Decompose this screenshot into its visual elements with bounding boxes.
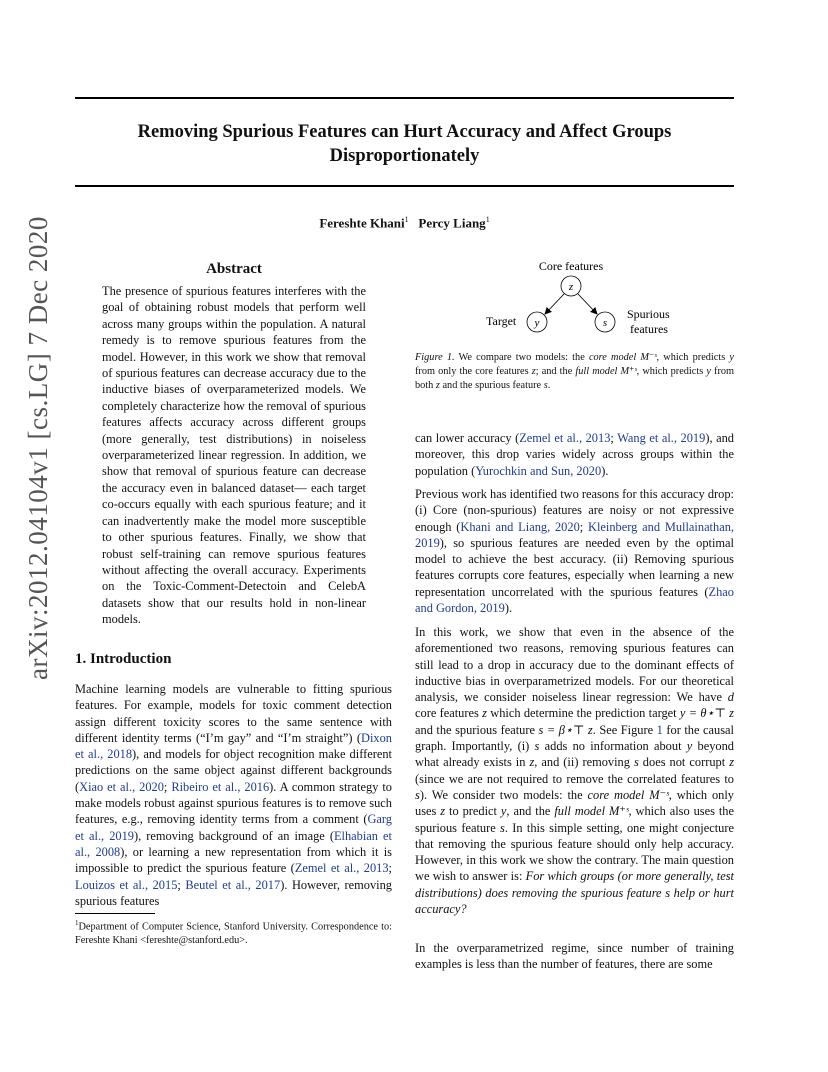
citation-link[interactable]: Xiao et al., 2020 — [79, 779, 164, 794]
citation-link[interactable]: Dixon et al., 2018 — [75, 730, 392, 762]
paper-title: Removing Spurious Features can Hurt Accuracy and Affect Groups Disproportionately — [137, 122, 672, 166]
footnote — [75, 916, 392, 948]
citation-link[interactable]: Beutel et al., 2017 — [185, 877, 281, 892]
section-heading-introduction: 1. Introduction — [75, 651, 172, 667]
citation-link[interactable]: Louizos et al., 2015 — [75, 877, 178, 892]
title-top-rule — [75, 97, 734, 99]
node-s-symbol: s — [602, 317, 608, 329]
node-label-core-features: Core features — [538, 259, 604, 273]
intro-paragraph-3: Previous work has identified two reasons for this accuracy drop: (i) Core (non-spurious) features are noisy or not expressive enough (Khani and Liang, 2020; Kleinberg and Mullainathan, 2019), so spurious features are needed even by the optimal model to achieve the best accuracy. (ii) Removing spurious features corrupts core features, especially when learning a new representation uncorrelated with the spurious features (Zhao and Gordon, 2019). — [415, 487, 734, 616]
author-line — [75, 215, 734, 231]
footnote-text: Department of Computer Science, Stanford University. Correspondence to: Fereshte Khani <fereshte@stanford.edu>. — [75, 921, 392, 947]
citation-link[interactable]: Garg et al., 2019 — [75, 812, 392, 843]
citation-link[interactable]: Zhao and Gordon, 2019 — [415, 584, 734, 616]
author-name: Fereshte Khani — [319, 215, 405, 231]
title-bottom-rule — [75, 185, 734, 187]
intro-paragraph-5: In the overparametrized regime, since number of training examples is less than the number of features, there are some — [415, 941, 734, 972]
node-label-target: Target — [486, 314, 517, 328]
arxiv-watermark: arXiv:2012.04104v1 [cs.LG] 7 Dec 2020 — [23, 216, 53, 680]
citation-link[interactable]: Elhabian et al., 2008 — [75, 828, 392, 859]
node-y-symbol: y — [534, 317, 540, 329]
citation-link[interactable]: Kleinberg and Mullainathan, 2019 — [415, 519, 734, 550]
node-z-symbol: z — [568, 281, 574, 293]
author-name: Percy Liang — [418, 215, 486, 231]
figure-reference-link[interactable]: 1 — [656, 722, 663, 737]
node-label-features: features — [630, 322, 668, 336]
author-affiliation-mark: 1 — [404, 215, 409, 224]
intro-paragraph-1: Machine learning models are vulnerable to fitting spurious features. For example, models for toxic comment detection assign different toxicity scores to the same sentence with different identity terms (“I’m gay” and “I’m straight”) (Dixon et al., 2018), and models for object recognition make different predictions on the same object against different backgrounds (Xiao et al., 2020; Ribeiro et al., 2016). A common strategy to make models robust against spurious features is to remove such features, e.g., removing identity terms from a comment (Garg et al., 2019), removing background of an image (Elhabian et al., 2008), or learning a new representation from which it is impossible to predict the spurious feature (Zemel et al., 2013; Louizos et al., 2015; Beutel et al., 2017). However, removing spurious features — [75, 682, 393, 908]
abstract-text: The presence of spurious features interferes with the goal of obtaining robust models that perform well across many groups within the population. A natural remedy is to remove spurious features from the model. However, in this work we show that removal of spurious features can decrease accuracy due to the inductive biases of overparameterized models. We completely characterize how the removal of spurious features affects accuracy across different groups (more generally, test distributions) in noiseless overparameterized linear regression. In addition, we show that removal of spurious feature can decrease the accuracy even in balanced dataset— each target co-occurs equally with each spurious feature; and it can inadvertently make the model more susceptible to other spurious features. Finally, we show that robust self-training can remove spurious features without affecting the overall accuracy. Experiments on the Toxic-Comment-Detectoin and CelebA datasets show that our results hold in non-linear models. — [102, 284, 366, 627]
citation-link[interactable]: Khani and Liang, 2020 — [460, 519, 580, 534]
edge-z-to-s — [578, 294, 597, 314]
intro-paragraph-4: In this work, we show that even in the absence of the aforementioned two reasons, removing spurious features can still lead to a drop in accuracy due to the dominant effects of inductive bias in overparametrized models. For our theoretical analysis, we consider noiseless linear regression: We have d core features z which determine the prediction target y = θ⋆⊤ z and the spurious feature s = β⋆⊤ z. See Figure 1 for the causal graph. Importantly, (i) s adds no information about y beyond what already exists in z, and (ii) removing s does not corrupt z (since we are not required to remove the correlated features to s). We consider two models: the core model M⁻ˢ, which only uses z to predict y, and the full model M⁺ˢ, which also uses the spurious feature s. In this simple setting, one might conjecture that removing the spurious feature should only help accuracy. However, in this work we show the contrary. The main question we wish to answer is: For which groups (or more generally, test distributions) does removing the spurious feature s help or hurt accuracy? — [415, 625, 735, 917]
abstract-heading: Abstract — [206, 261, 262, 277]
citation-link[interactable]: Yurochkin and Sun, 2020 — [475, 463, 602, 478]
figure-caption: Figure 1. We compare two models: the core model M⁻ˢ, which predicts y from only the core features z; and the full model M⁺ˢ, which predicts y from both z and the spurious feature s. — [415, 352, 735, 391]
causal-graph-figure — [470, 255, 690, 340]
citation-link[interactable]: Zemel et al., 2013 — [519, 431, 611, 445]
intro-paragraph-2: can lower accuracy (Zemel et al., 2013; Wang et al., 2019), and moreover, this drop varies widely across groups within the population (Yurochkin and Sun, 2020). — [415, 431, 734, 478]
citation-link[interactable]: Wang et al., 2019 — [617, 431, 706, 445]
citation-link[interactable]: Ribeiro et al., 2016 — [171, 779, 270, 794]
footnote-mark: 1 — [75, 919, 79, 927]
footnote-rule — [75, 913, 155, 914]
node-label-spurious: Spurious — [627, 307, 670, 321]
author-affiliation-mark: 1 — [485, 215, 490, 224]
edge-z-to-y — [545, 294, 564, 314]
citation-link[interactable]: Zemel et al., 2013 — [294, 861, 389, 876]
